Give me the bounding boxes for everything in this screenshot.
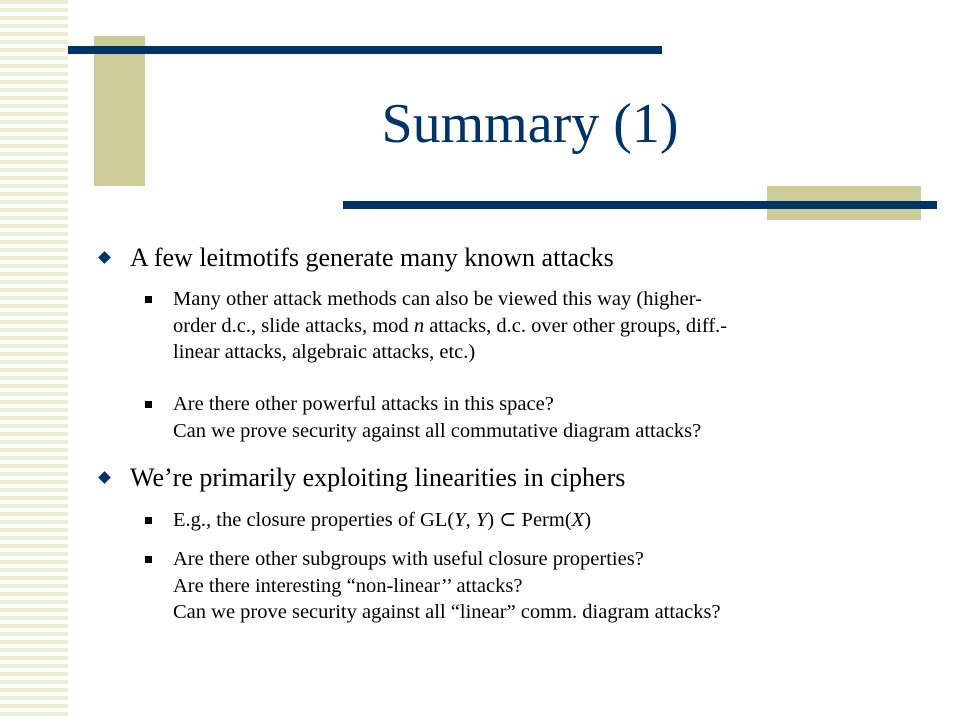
square-bullet-icon: [145, 296, 152, 303]
diamond-bullet-icon: [98, 471, 111, 484]
diamond-bullet-icon: [98, 251, 111, 264]
subset-symbol: ⊂: [499, 509, 517, 531]
striped-border: [0, 0, 68, 720]
variable-x: X: [571, 509, 585, 531]
decor-rule-top: [68, 46, 662, 54]
text-part: ): [487, 509, 500, 531]
subbullet-line: order d.c., slide attacks, mod: [173, 314, 414, 337]
subbullet-line: attacks, d.c. over other groups, diff.-: [424, 314, 728, 337]
variable-n: n: [413, 314, 425, 337]
subbullet-powerful-attacks: [173, 391, 903, 444]
subbullet-line: Many other attack methods can also be viewed this way (higher-: [173, 288, 703, 310]
text-part: ): [584, 509, 592, 531]
bullet-text: We’re primarily exploiting linearities in ciphers: [130, 463, 626, 492]
slide-title: Summary (1): [381, 93, 679, 155]
subbullet-line: Are there interesting “non-linear’’ attacks?: [173, 574, 523, 597]
text-part: E.g., the closure properties of GL(: [173, 509, 455, 531]
bullet-linearities: [130, 463, 930, 493]
decor-block-left: [94, 36, 145, 186]
variable-y: Y: [454, 509, 466, 531]
decor-rule-bottom: [343, 201, 937, 209]
bullet-text: A few leitmotifs generate many known attacks: [130, 243, 614, 272]
variable-y: Y: [475, 509, 488, 531]
square-bullet-icon: [145, 401, 152, 408]
subbullet-line: Are there other powerful attacks in this space?: [173, 393, 554, 415]
subbullet-line: Can we prove security against all commutative diagram attacks?: [173, 419, 702, 442]
subbullet-line: linear attacks, algebraic attacks, etc.): [173, 341, 476, 363]
text-part: ,: [465, 509, 476, 531]
subbullet-closure-properties: [173, 507, 903, 534]
square-bullet-icon: [145, 517, 152, 524]
text-part: Perm(: [516, 509, 572, 531]
subbullet-line: Can we prove security against all “linear” comm. diagram attacks?: [173, 601, 721, 623]
subbullet-subgroups: [173, 546, 903, 626]
bullet-leitmotifs: [130, 243, 930, 273]
subbullet-other-attacks: [173, 286, 903, 366]
subbullet-line: Are there other subgroups with useful closure properties?: [173, 548, 644, 570]
square-bullet-icon: [145, 556, 152, 563]
